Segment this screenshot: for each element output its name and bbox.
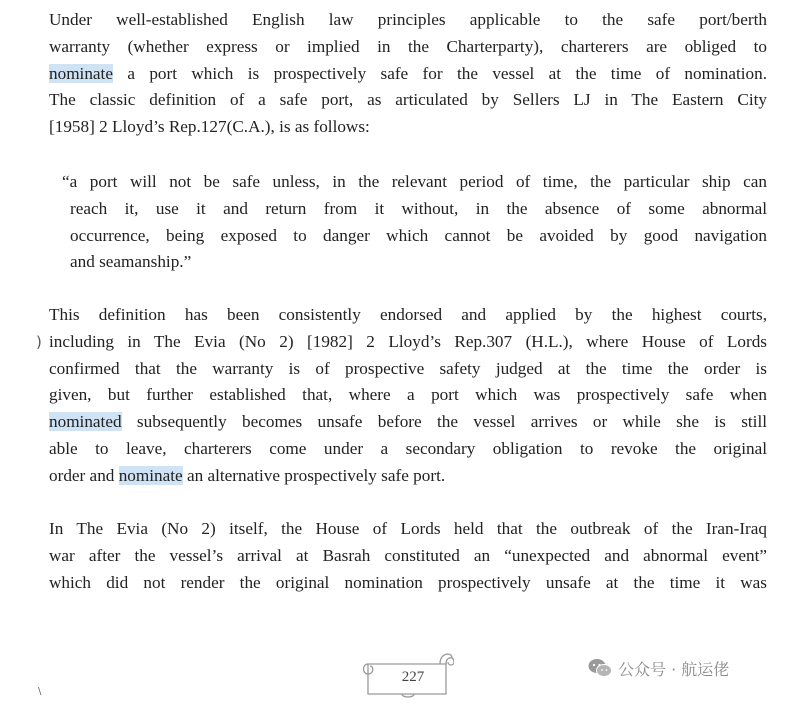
paragraph-evia-holding (49, 516, 767, 596)
text-line: “a port will not be safe unless, in the relevant period of time, the particular ship can (62, 172, 767, 191)
text-run: a port which is prospectively safe for the vessel at the time of nomination. (112, 63, 767, 83)
paragraph-evia-endorsement (49, 302, 767, 490)
text-line: given, but further established that, where a port which was prospectively safe when (49, 385, 767, 405)
text-line: able to leave, charterers come under a secondary obligation to revoke the original (49, 438, 767, 458)
text-line (49, 463, 767, 490)
wechat-icon (588, 658, 612, 678)
highlighted-word[interactable]: nominated (49, 412, 122, 432)
margin-mark: ) (36, 333, 42, 351)
text-run: subsequently becomes unsafe before the vessel arrives or while she is still (121, 412, 767, 432)
text-line: reach it, use it and return from it without, in the absence of some abnormal (70, 198, 767, 218)
highlighted-word[interactable]: nominate (118, 465, 183, 485)
text-line (49, 409, 767, 436)
text-line: including in The Evia (No 2) [1982] 2 Lloyd’s Rep.307 (H.L.), where House of Lords (49, 331, 767, 351)
text-line: warranty (whether express or implied in the Charterparty), charterers are obliged to (49, 36, 767, 56)
text-line: In The Evia (No 2) itself, the House of Lords held that the outbreak of the Iran-Iraq (49, 519, 767, 538)
text-run: an alternative prospectively safe port. (182, 465, 446, 485)
text-line: and seamanship.” (70, 252, 192, 272)
paragraph-safe-port-principle (49, 7, 767, 141)
text-line: The classic definition of a safe port, as articulated by Sellers LJ in The Eastern City (49, 90, 767, 110)
corner-mark: \ (38, 686, 42, 697)
text-line: confirmed that the warranty is of prospective safety judged at the time the order is (49, 358, 767, 378)
watermark-text: 公众号 · 航运佬 (618, 659, 730, 679)
watermark (588, 655, 729, 681)
quote-safe-port-definition (62, 169, 767, 276)
text-line (49, 61, 767, 88)
text-line: occurrence, being exposed to danger which cannot be avoided by good navigation (70, 225, 767, 245)
text-run: order and (49, 465, 119, 485)
text-line: which did not render the original nomination prospectively unsafe at the time it was (49, 572, 767, 592)
page-number: 227 (401, 669, 425, 685)
text-line: This definition has been consistently endorsed and applied by the highest courts, (49, 305, 767, 324)
text-line: Under well-established English law principles applicable to the safe port/berth (49, 10, 767, 29)
highlighted-word[interactable]: nominate (49, 63, 113, 83)
text-line: [1958] 2 Lloyd’s Rep.127(C.A.), is as follows: (49, 117, 370, 137)
text-line: war after the vessel’s arrival at Basrah constituted an “unexpected and abnormal event” (49, 545, 767, 565)
